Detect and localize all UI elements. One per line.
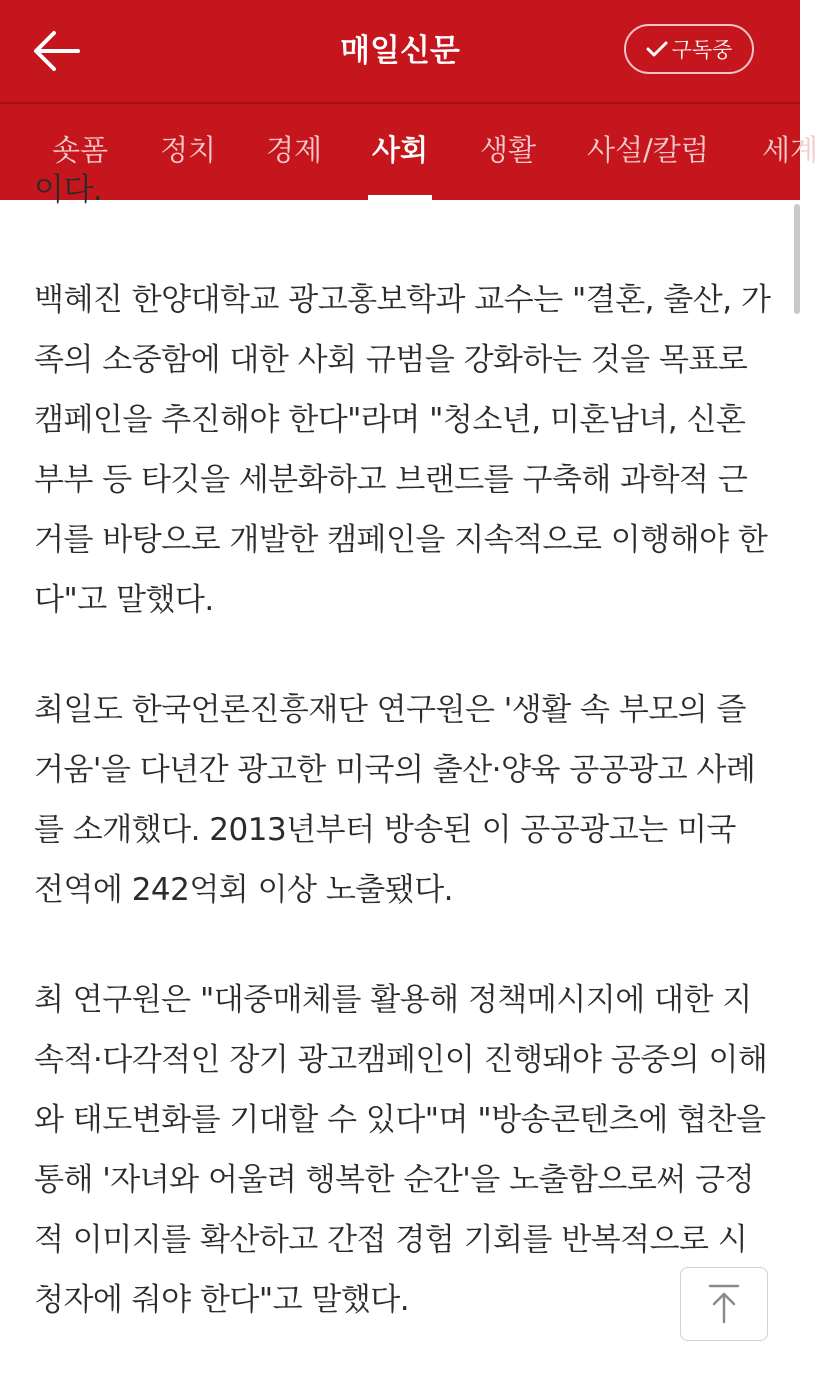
back-button[interactable] xyxy=(22,22,90,80)
check-icon xyxy=(646,40,668,58)
scroll-to-top-button[interactable] xyxy=(680,1267,768,1341)
tab-society[interactable]: 사회 xyxy=(372,104,428,200)
article-paragraph: 최일도 한국언론진흥재단 연구원은 '생활 속 부모의 즐거움'을 다년간 광고한 미국의 출산·양육 공공광고 사례를 소개했다. 2013년부터 방송된 이 공공광고는 미국 전역에 242억회 이상 노출됐다. xyxy=(34,692,756,908)
app-header xyxy=(0,0,800,102)
article-paragraph: 최 연구원은 "대중매체를 활용해 정책메시지에 대한 지속적·다각적인 장기 광고캠페인이 진행돼야 공중의 이해와 태도변화를 기대할 수 있다"며 "방송콘텐츠에 협찬을 통해 '자녀와 어울려 행복한 순간'을 노출함으로써 긍정적 이미지를 확산하고 간접 경험 기회를 반복적으로 시청자에 줘야 한다"고 말했다. xyxy=(34,982,768,1318)
subscribe-label: 구독중 xyxy=(671,38,733,62)
tab-world[interactable]: 세계 xyxy=(762,133,818,167)
tab-opinion[interactable]: 사설/칼럼 xyxy=(587,133,709,167)
arrow-left-icon xyxy=(30,29,82,73)
scrollbar[interactable] xyxy=(794,204,800,314)
arrow-up-to-top-icon xyxy=(706,1282,742,1326)
article-body xyxy=(0,172,800,1387)
page-title: 매일신문 xyxy=(340,33,460,69)
subscribe-button[interactable] xyxy=(624,24,754,74)
tab-shortform[interactable]: 숏폼 xyxy=(52,133,109,167)
tab-life[interactable]: 생활 xyxy=(480,133,537,167)
article-paragraph: 백혜진 한양대학교 광고홍보학과 교수는 "결혼, 출산, 가족의 소중함에 대한 사회 규범을 강화하는 것을 목표로 캠페인을 추진해야 한다"라며 "청소년, 미혼남녀, 신혼부부 등 타깃을 세분화하고 브랜드를 구축해 과학적 근거를 바탕으로 개발한 캠페인을 지속적으로 이행해야 한다"고 말했다. xyxy=(34,282,771,618)
article-paragraph-partial: 이다. xyxy=(34,172,103,208)
tab-economy[interactable]: 경제 xyxy=(266,133,323,167)
tab-politics[interactable]: 정치 xyxy=(160,133,217,167)
